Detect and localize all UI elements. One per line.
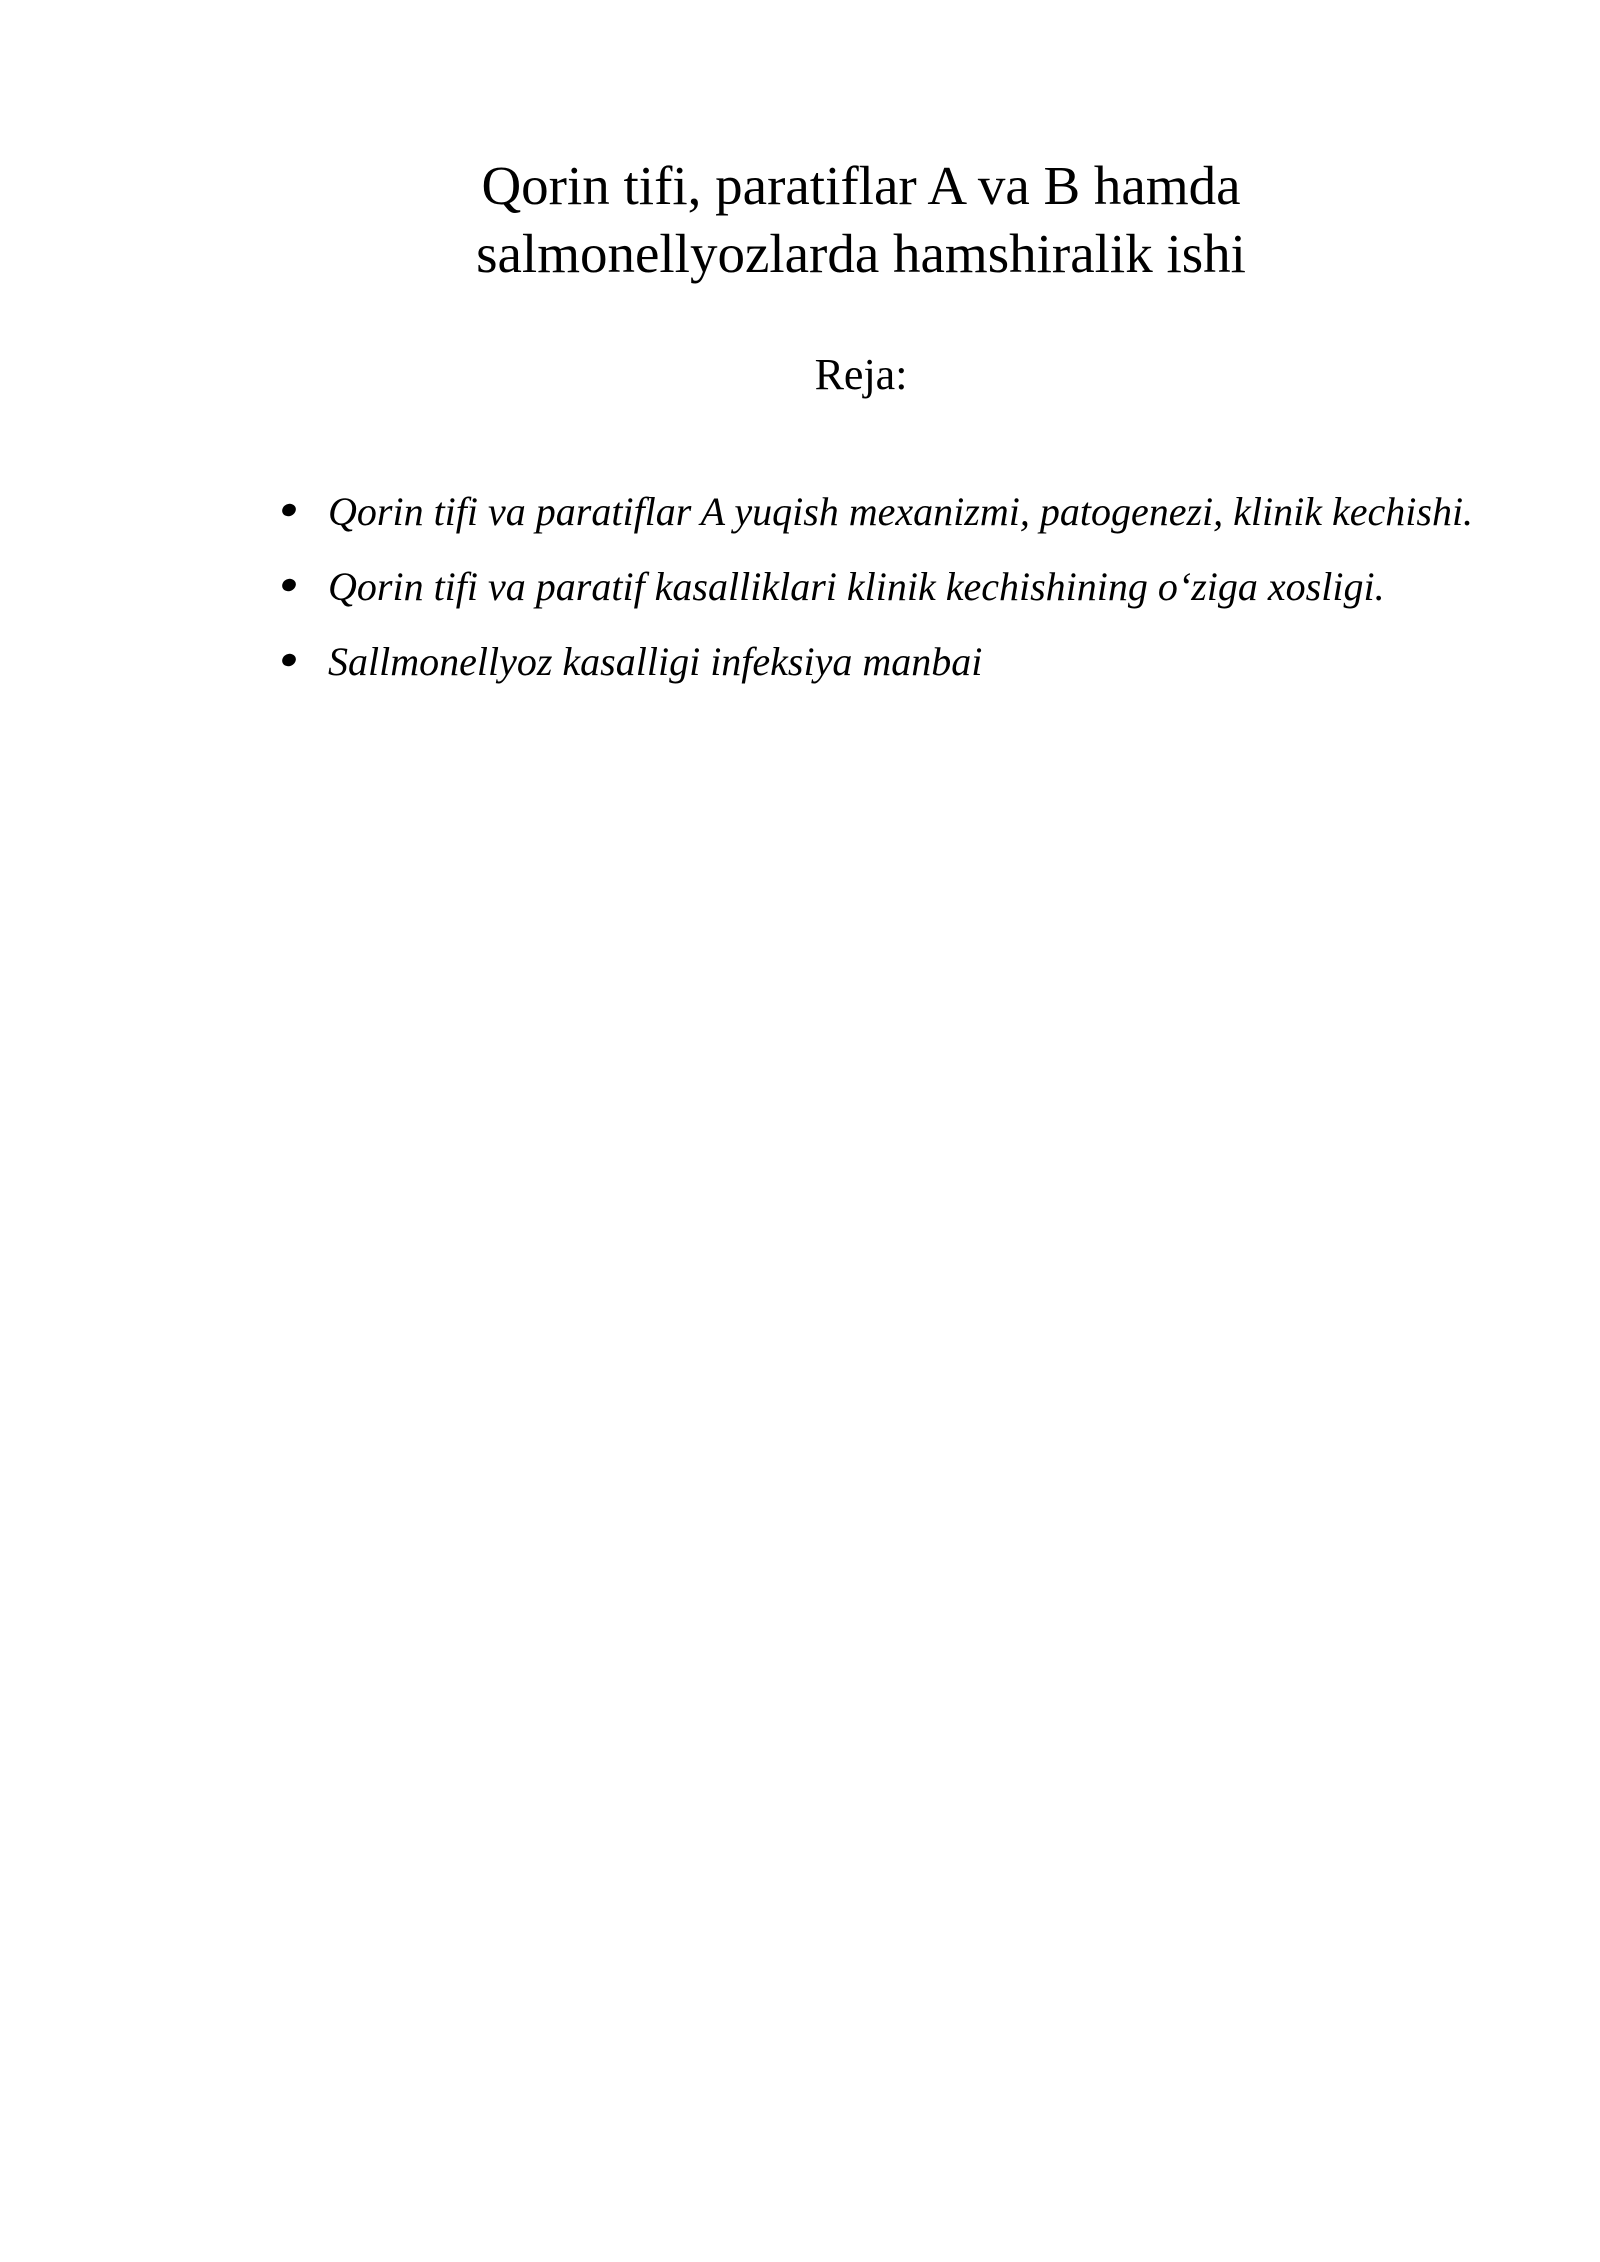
plan-item-3 <box>280 624 1492 699</box>
plan-list <box>280 474 1492 699</box>
bullet-dot-icon <box>280 577 298 594</box>
title-line-2: salmonellyozlarda hamshiralik ishi <box>476 223 1246 284</box>
plan-item-2 <box>280 549 1492 624</box>
plan-heading: Reja: <box>814 350 908 399</box>
bullet-dot-icon <box>280 502 298 519</box>
plan-item-text: Qorin tifi va paratiflar A yuqish mexanizmi, patogenezi, klinik kechishi. <box>328 489 1474 534</box>
bullet-dot-icon <box>280 652 298 669</box>
plan-item-text: Sallmonellyoz kasalligi infeksiya manbai <box>328 639 983 684</box>
plan-item-text: Qorin tifi va paratif kasalliklari klinik kechishining o‘ziga xosligi. <box>328 564 1385 609</box>
document-title <box>0 152 1600 288</box>
plan-item-1 <box>280 474 1492 549</box>
title-line-1: Qorin tifi, paratiflar A va B hamda <box>481 155 1241 216</box>
